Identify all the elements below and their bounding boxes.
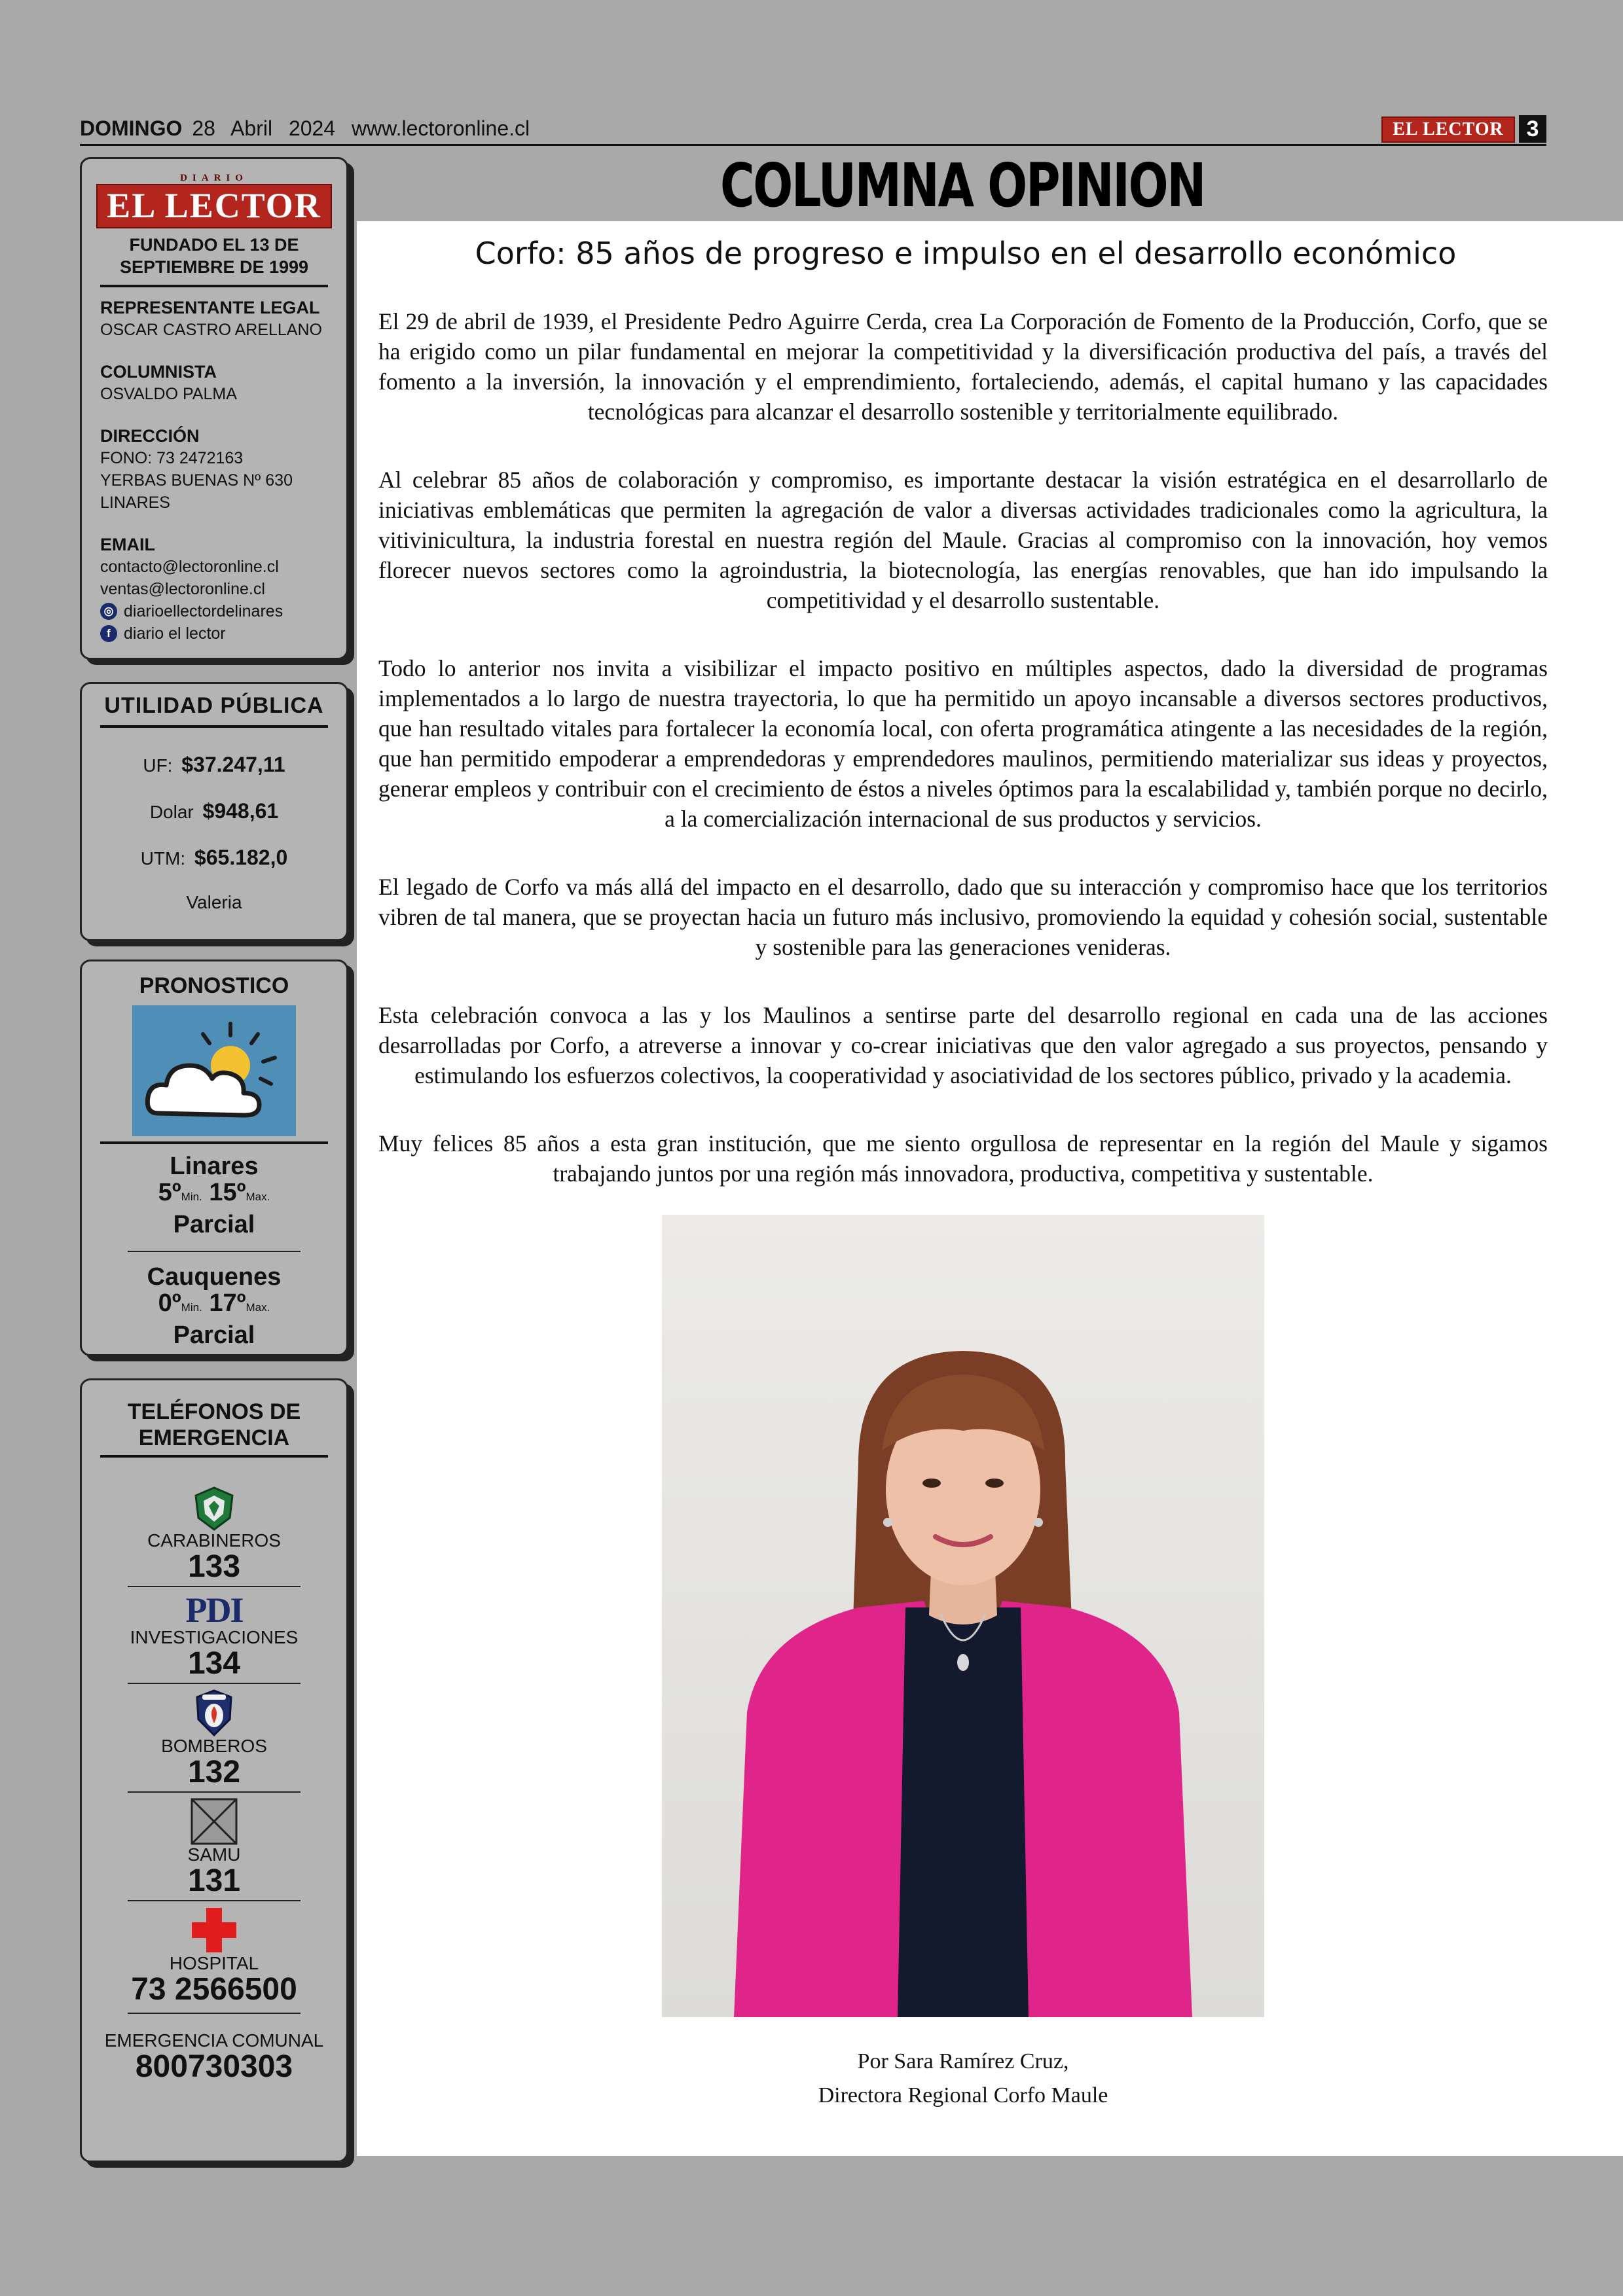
emergency-name: EMERGENCIA COMUNAL [104, 2030, 324, 2051]
divider [100, 1141, 328, 1144]
temp-max-label: Max. [246, 1191, 270, 1203]
divider [100, 725, 328, 728]
divider [100, 285, 328, 287]
facebook-handle: diario el lector [124, 624, 226, 643]
carabineros-badge-icon [193, 1486, 235, 1531]
article-paragraph: Todo lo anterior nos invita a visibilizar el impacto positivo en múltiples aspectos, dado la diversidad de programas implementados a lo largo de nuestra trayectoria, lo que ha permitido un apoyo incansable a diversos sectores productivos, que han resultado vitales para fortalecer la economía local, con oferta programática atingente a las necesidades de la región, que han permitido empoderar a emprendedoras y emprendedores maulinos, permitiendo materializar sus ideas y proyectos, generar empleos y contribuir con el crecimiento de éstos a niveles óptimos para la escalabilidad y, también porque no decirlo, a la comercialización internacional de sus productos y servicios. [378, 655, 1548, 832]
facebook-link[interactable] [100, 622, 346, 645]
city: LINARES [100, 493, 170, 512]
phone: FONO: 73 2472163 [100, 449, 244, 467]
forecast-condition: Parcial [173, 1211, 255, 1238]
emergency-comunal [82, 2031, 346, 2083]
emergency-hospital [82, 1907, 346, 2006]
emergency-name: INVESTIGACIONES [130, 1627, 299, 1647]
utm-label: UTM: [140, 848, 186, 869]
rep-name: OSCAR CASTRO ARELLANO [100, 321, 322, 339]
emergency-number[interactable]: 73 2566500 [131, 1972, 297, 2007]
emergency-number[interactable]: 131 [187, 1863, 241, 1898]
website-link[interactable]: www.lectoronline.cl [352, 117, 530, 140]
divider [128, 1683, 301, 1684]
masthead-logo-small: DIARIO [180, 173, 248, 183]
emergency-bomberos [82, 1689, 346, 1789]
issue-day: DOMINGO [80, 117, 183, 140]
divider [128, 1791, 301, 1793]
forecast-linares [82, 1153, 346, 1239]
bomberos-badge-icon [193, 1689, 235, 1736]
dolar-indicator [82, 799, 346, 823]
forecast-temps [82, 1179, 346, 1210]
article-paragraph: Esta celebración convoca a las y los Maulinos a sentirse parte del desarrollo regional en cada una de las acciones desarrolladas por Corfo, a atreverse a innovar y co-crear iniciativas que den valor agregado a sus proyectos, pensando y estimulando los esfuerzos colectivos, la cooperatividad y asociatividad de los sectores público, privado y la academia. [378, 1002, 1548, 1088]
emergency-carabineros [82, 1486, 346, 1583]
email-sales[interactable]: ventas@lectoronline.cl [100, 580, 265, 598]
temp-min-label: Min. [181, 1301, 202, 1314]
emergency-number[interactable]: 134 [187, 1646, 241, 1681]
masthead-logo [96, 173, 332, 228]
issue-year: 2024 [288, 117, 336, 140]
emergency-number[interactable]: 132 [187, 1755, 241, 1789]
emergency-name: SAMU [187, 1844, 241, 1865]
divider [128, 1586, 301, 1587]
page-header [80, 115, 1546, 145]
temp-min: 0º [158, 1289, 181, 1317]
dolar-label: Dolar [149, 802, 194, 822]
emergency-name: BOMBEROS [161, 1736, 267, 1756]
page-number: 3 [1519, 115, 1546, 143]
rep-label: REPRESENTANTE LEGAL [100, 298, 320, 317]
masthead-info [82, 296, 346, 645]
emergency-box [80, 1378, 348, 2162]
temp-max: 15º [209, 1179, 246, 1206]
utm-indicator [82, 846, 346, 870]
issue-month: Abril [230, 117, 273, 140]
author-photo [662, 1215, 1264, 2017]
masthead-box [80, 157, 348, 660]
issue-date [80, 117, 540, 141]
emergency-number[interactable]: 133 [187, 1549, 241, 1584]
utility-title: UTILIDAD PÚBLICA [104, 693, 324, 718]
divider [128, 2013, 301, 2014]
emergency-title: TELÉFONOS DE EMERGENCIA [127, 1399, 301, 1450]
section-title: COLUMNA OPINION [720, 151, 1205, 221]
temp-min: 5º [158, 1179, 181, 1206]
founded-text: FUNDADO EL 13 DE SEPTIEMBRE DE 1999 [119, 235, 309, 277]
article-body [378, 306, 1548, 1227]
divider [128, 1900, 301, 1901]
divider [128, 1251, 301, 1252]
utm-value: $65.182,0 [194, 846, 288, 869]
article-paragraph: Al celebrar 85 años de colaboración y compromiso, es importante destacar la visión estratégica en el desarrollarlo de iniciativas emblemáticas que permiten la agregación de valor a diversas actividades tradicionales como la agricultura, la vitivinicultura, la industria forestal en nuestra región del Maule. Gracias al compromiso con la innovación, hoy vemos florecer nuevos sectores como la agroindustria, la biotecnología, las energías renovables, que han ido impulsando la competitividad y el desarrollo sustentable. [378, 467, 1548, 613]
forecast-temps [82, 1290, 346, 1321]
saint-of-day: Valeria [186, 892, 242, 912]
uf-indicator [82, 753, 346, 777]
columnist-name: OSVALDO PALMA [100, 385, 237, 403]
masthead-logo-text: EL LECTOR [107, 186, 321, 225]
instagram-icon: ◎ [100, 603, 117, 620]
forecast-city: Linares [170, 1153, 259, 1180]
emergency-name: CARABINEROS [147, 1530, 281, 1551]
samu-icon [191, 1798, 238, 1845]
forecast-condition: Parcial [173, 1321, 255, 1349]
author-name: Por Sara Ramírez Cruz, [857, 2049, 1069, 2073]
red-cross-icon [191, 1907, 238, 1954]
article-paragraph: El legado de Corfo va más allá del impacto en el desarrollo, dado que su interacción y compromiso hace que los territorios vibren de tal manera, que se proyectan hacia un futuro más inclusivo, promoviendo la equidad y cohesión social, sustentable y sostenible para las generaciones venideras. [378, 874, 1548, 960]
instagram-handle: diarioellectordelinares [124, 602, 283, 620]
instagram-link[interactable] [100, 600, 346, 622]
address-label: DIRECCIÓN [100, 426, 200, 446]
uf-label: UF: [143, 755, 173, 776]
issue-day-number: 28 [192, 117, 215, 140]
article-paragraph: Muy felices 85 años a esta gran institución, que me siento orgullosa de representar en la región del Maule y sigamos trabajando juntos por una región más innovadora, productiva, competitiva y sustentable. [378, 1130, 1548, 1187]
email-label: EMAIL [100, 535, 155, 554]
address: YERBAS BUENAS Nº 630 [100, 471, 293, 490]
emergency-samu [82, 1798, 346, 1897]
forecast-title: PRONOSTICO [139, 973, 289, 998]
uf-value: $37.247,11 [181, 753, 285, 776]
utility-box [80, 682, 348, 941]
header-logo: EL LECTOR [1381, 117, 1515, 143]
dolar-value: $948,61 [202, 799, 279, 823]
forecast-box [80, 960, 348, 1356]
pdi-icon: PDI [185, 1590, 243, 1630]
article-byline [357, 2045, 1569, 2113]
article-headline: Corfo: 85 años de progreso e impulso en el desarrollo económico [475, 236, 1457, 271]
partly-cloudy-icon [132, 1005, 296, 1136]
columnist-label: COLUMNISTA [100, 362, 217, 382]
divider [100, 1455, 328, 1458]
facebook-icon: f [100, 625, 117, 642]
emergency-name: HOSPITAL [169, 1953, 259, 1973]
forecast-city: Cauquenes [147, 1263, 282, 1291]
email-contact[interactable]: contacto@lectoronline.cl [100, 558, 279, 576]
author-role: Directora Regional Corfo Maule [818, 2083, 1108, 2108]
header-rule [80, 144, 1546, 146]
opinion-article [357, 221, 1623, 2156]
temp-max: 17º [209, 1289, 246, 1317]
temp-max-label: Max. [246, 1301, 270, 1314]
temp-min-label: Min. [181, 1191, 202, 1203]
emergency-pdi [82, 1592, 346, 1680]
article-paragraph: El 29 de abril de 1939, el Presidente Pedro Aguirre Cerda, crea La Corporación de Fomento de la Producción, Corfo, que se ha erigido como un pilar fundamental en mejorar la competitividad y la diversificación productiva del país, a través del fomento a la inversión, la innovación y el emprendimiento, fortaleciendo, además, el capital humano y las capacidades tecnológicas para alcanzar el desarrollo sostenible y territorialmente equilibrado. [378, 308, 1548, 425]
forecast-cauquenes [82, 1264, 346, 1350]
emergency-number[interactable]: 800730303 [135, 2049, 293, 2084]
